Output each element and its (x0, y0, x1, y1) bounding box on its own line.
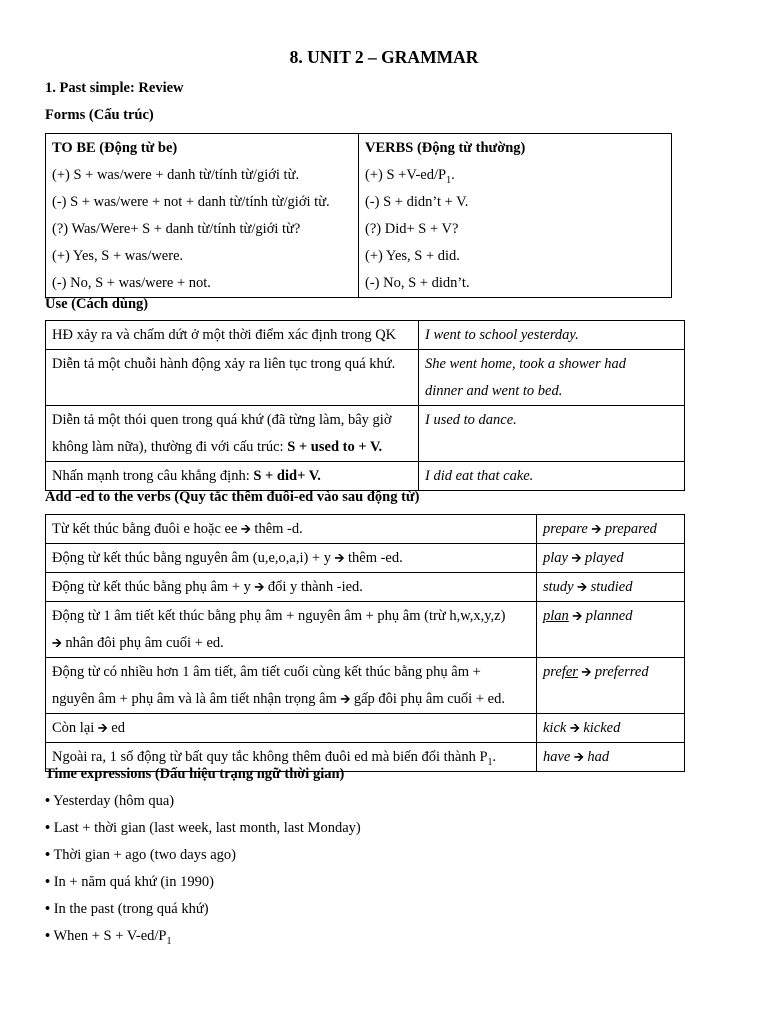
ed-rule-cell: Động từ 1 âm tiết kết thúc bằng phụ âm + nguyên âm + phụ âm (trừ h,w,x,y,z) 🡪 nhân đôi phụ âm cuối + ed. (46, 602, 537, 658)
forms-to-be-cell (46, 134, 359, 298)
use-example-cell: I went to school yesterday. (419, 321, 685, 350)
arrow-right-icon: 🡪 (572, 609, 583, 623)
time-expressions-list (45, 788, 361, 950)
ed-rule-cell: Còn lại 🡪 ed (46, 714, 537, 743)
arrow-right-icon: 🡪 (340, 692, 351, 706)
table-row (46, 573, 685, 602)
list-item: (-) S + didn’t + V. (365, 194, 469, 210)
arrow-right-icon: 🡪 (577, 580, 587, 594)
ed-rules-table (45, 514, 685, 772)
list-item: (-) S + was/were + not + danh từ/tính từ/giới từ. (52, 194, 330, 210)
time-expressions-heading: Time expressions (Dấu hiệu trạng ngữ thời gian) (45, 766, 345, 782)
table-row (46, 406, 685, 462)
ed-rule-cell: Từ kết thúc bằng đuôi e hoặc ee 🡪 thêm -d. (46, 515, 537, 544)
use-heading: Use (Cách dùng) (45, 296, 149, 312)
table-row (46, 602, 685, 658)
ed-example-cell: have 🡪 had (537, 743, 685, 772)
table-row (46, 134, 672, 298)
arrow-right-icon: 🡪 (569, 721, 580, 735)
ed-example-cell: plan 🡪 planned (537, 602, 685, 658)
use-desc-cell: Diễn tả một thói quen trong quá khứ (đã từng làm, bây giờ không làm nữa), thường đi với cấu trúc: S + used to + V. (46, 406, 419, 462)
use-example-cell: I used to dance. (419, 406, 685, 462)
arrow-right-icon: 🡪 (97, 721, 108, 735)
list-item: (-) No, S + was/were + not. (52, 275, 211, 291)
ed-rule-cell: Động từ kết thúc bằng phụ âm + y 🡪 đổi y thành -ied. (46, 573, 537, 602)
bullet-icon: • (45, 928, 51, 944)
bullet-icon: • (45, 793, 51, 809)
table-row (46, 515, 685, 544)
bullet-icon: • (45, 874, 51, 890)
ed-rule-cell: Động từ có nhiều hơn 1 âm tiết, âm tiết cuối cùng kết thúc bằng phụ âm + nguyên âm + phụ âm và là âm tiết nhận trọng âm 🡪 gấp đôi phụ âm cuối + ed. (46, 658, 537, 714)
table-row (46, 321, 685, 350)
ed-rule-cell: Ngoài ra, 1 số động từ bất quy tắc không thêm đuôi ed mà biến đổi thành $P_1$. (46, 743, 537, 772)
ed-example-cell: prepare 🡪 prepared (537, 515, 685, 544)
list-item: (+) Yes, S + did. (365, 248, 460, 264)
use-desc-cell: Nhấn mạnh trong câu khẳng định: S + did+ V. (46, 462, 419, 491)
arrow-right-icon: 🡪 (574, 750, 584, 764)
page-title: 8. UNIT 2 – GRAMMAR (289, 47, 479, 67)
bullet-icon: • (45, 901, 51, 917)
ed-example-cell: study 🡪 studied (537, 573, 685, 602)
list-item: • In + năm quá khứ (in 1990) (45, 874, 214, 890)
list-item: • When + $S + V-ed/P_1$ (45, 928, 172, 947)
ed-rules-heading: Add -ed to the verbs (Quy tắc thêm đuôi-ed vào sau động từ) (45, 489, 420, 505)
forms-heading: Forms (Cấu trúc) (45, 107, 154, 123)
arrow-right-icon: 🡪 (241, 522, 251, 536)
list-item: (+) $S +V-ed/P_1$. (365, 167, 455, 186)
forms-verbs-cell (359, 134, 672, 298)
arrow-right-icon: 🡪 (571, 551, 582, 565)
ed-example-cell: play 🡪 played (537, 544, 685, 573)
bullet-icon: • (45, 847, 51, 863)
forms-col1-header: TO BE (Động từ be) (52, 140, 178, 156)
forms-table (45, 133, 672, 298)
ed-rule-cell: Động từ kết thúc bằng nguyên âm (u,e,o,a,i) + y 🡪 thêm -ed. (46, 544, 537, 573)
use-example-cell: She went home, took a shower had dinner and went to bed. (419, 350, 685, 406)
table-row (46, 350, 685, 406)
bullet-icon: • (45, 820, 51, 836)
list-item: (-) No, S + didn’t. (365, 275, 470, 291)
list-item: (?) Did+ S + V? (365, 221, 459, 237)
table-row (46, 544, 685, 573)
ed-example-cell: kick 🡪 kicked (537, 714, 685, 743)
ed-example-cell: prefer 🡪 preferred (537, 658, 685, 714)
arrow-right-icon: 🡪 (334, 551, 345, 565)
table-row (46, 658, 685, 714)
list-item: (?) Was/Were+ S + danh từ/tính từ/giới từ? (52, 221, 301, 237)
list-item: • Last + thời gian (last week, last month, last Monday) (45, 820, 361, 836)
arrow-right-icon: 🡪 (591, 522, 602, 536)
use-table (45, 320, 685, 491)
list-item: • Thời gian + ago (two days ago) (45, 847, 237, 863)
list-item: (+) Yes, S + was/were. (52, 248, 184, 264)
arrow-right-icon: 🡪 (581, 665, 592, 679)
forms-col2-header: VERBS (Động từ thường) (365, 140, 526, 156)
use-example-cell: I did eat that cake. (419, 462, 685, 491)
table-row (46, 714, 685, 743)
section-heading-past-simple: 1. Past simple: Review (45, 80, 184, 96)
arrow-right-icon: 🡪 (254, 580, 265, 594)
list-item: (+) S + was/were + danh từ/tính từ/giới từ. (52, 167, 300, 183)
list-item: • In the past (trong quá khứ) (45, 901, 209, 917)
list-item: • Yesterday (hôm qua) (45, 793, 175, 809)
use-desc-cell: HĐ xảy ra và chấm dứt ở một thời điểm xác định trong QK (46, 321, 419, 350)
use-desc-cell: Diễn tả một chuỗi hành động xảy ra liên tục trong quá khứ. (46, 350, 419, 406)
arrow-right-icon: 🡪 (52, 636, 62, 650)
